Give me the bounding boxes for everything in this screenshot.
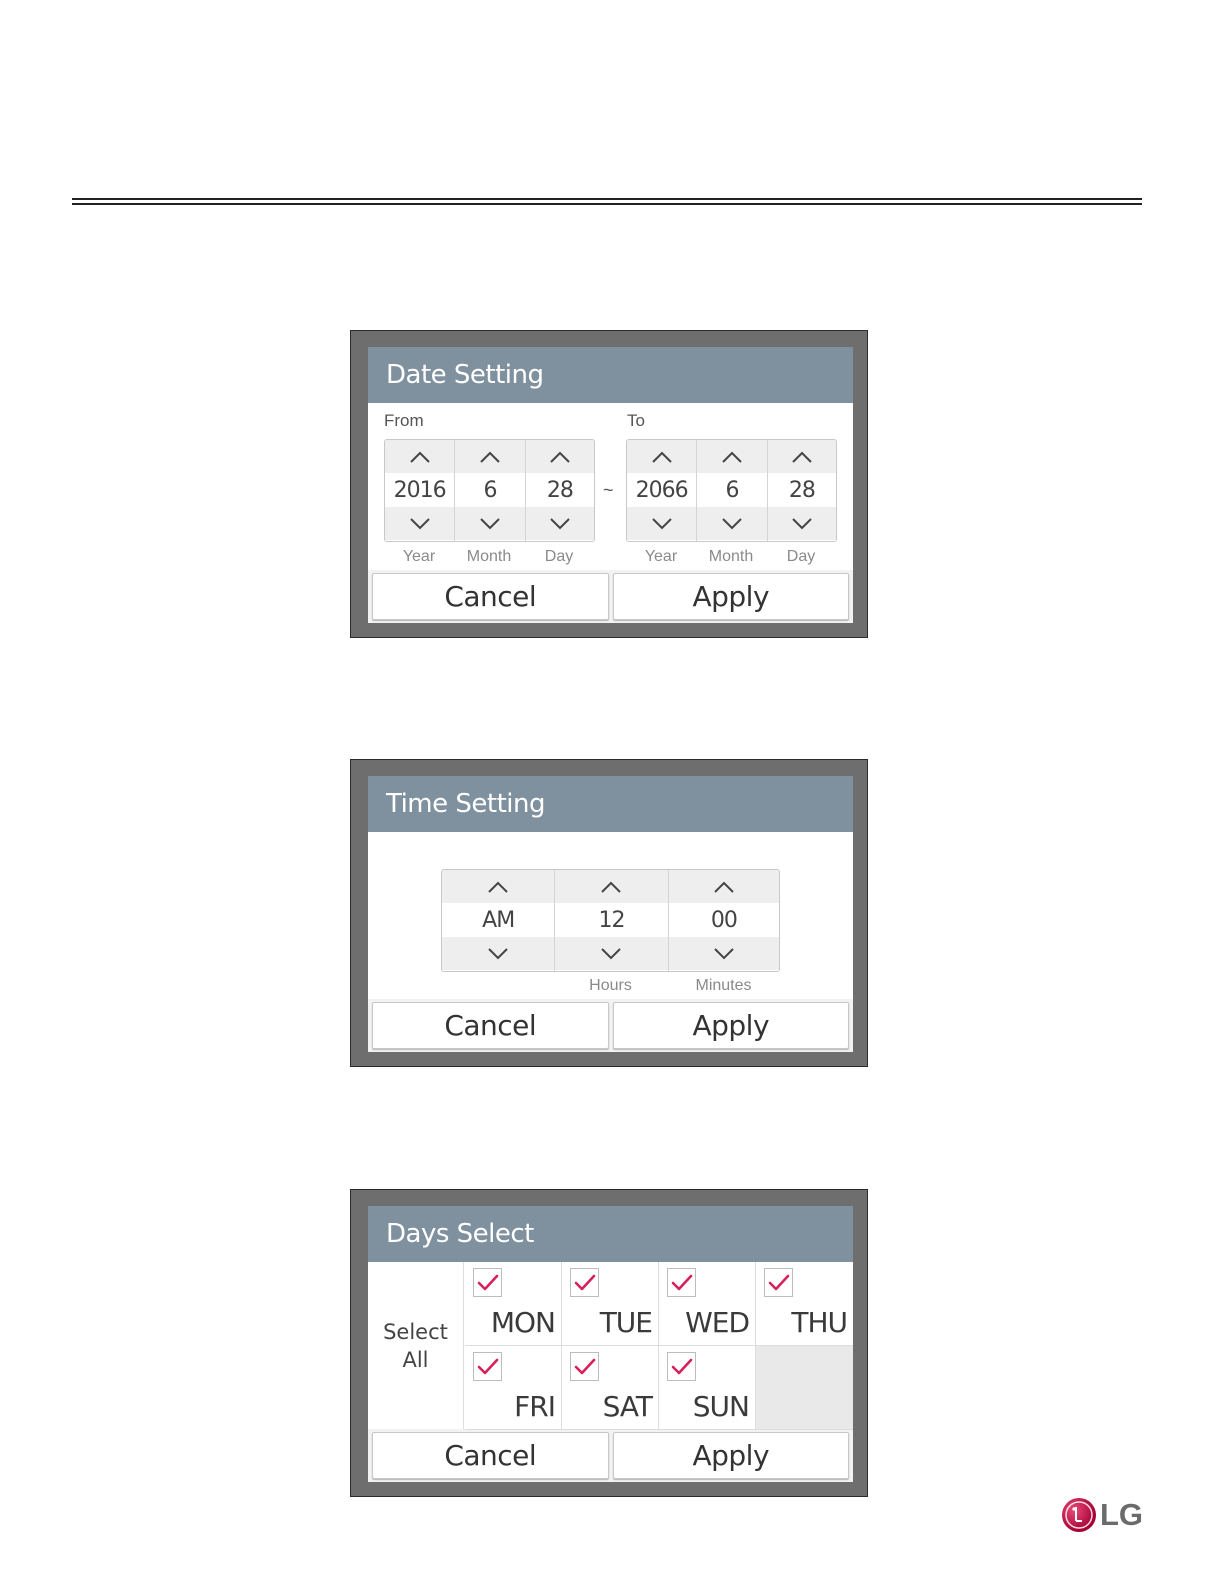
to-year-value: 2066 (635, 477, 688, 503)
lg-logo-text: LG (1100, 1497, 1144, 1532)
days-select-screenshot (350, 1189, 868, 1497)
from-year-column (385, 440, 455, 541)
time-setting-body (368, 832, 853, 999)
day-label: FRI (514, 1390, 555, 1423)
hours-value: 12 (598, 907, 625, 933)
cancel-button[interactable]: Cancel (372, 1432, 609, 1479)
chevron-up-icon[interactable] (768, 440, 836, 473)
time-setting-dialog (368, 776, 853, 1052)
days-select-dialog (368, 1206, 853, 1482)
minutes-column (669, 870, 779, 971)
from-month-unit: Month (466, 548, 512, 565)
chevron-down-icon[interactable] (555, 937, 667, 970)
date-setting-dialog (368, 347, 853, 623)
chevron-up-icon[interactable] (697, 440, 766, 473)
ampm-column (442, 870, 555, 971)
chevron-up-icon[interactable] (385, 440, 454, 473)
date-setting-body (368, 403, 853, 570)
checkbox-checked-icon[interactable] (570, 1268, 599, 1297)
checkbox-checked-icon[interactable] (667, 1352, 696, 1381)
to-month-unit: Month (708, 548, 754, 565)
to-date-picker (626, 439, 837, 542)
to-day-value: 28 (788, 477, 815, 503)
from-year-unit: Year (402, 548, 436, 565)
from-date-picker (384, 439, 595, 542)
from-year-value: 2016 (393, 477, 446, 503)
hours-column (555, 870, 668, 971)
from-label: From (384, 411, 424, 430)
chevron-down-icon[interactable] (768, 507, 836, 540)
apply-button[interactable]: Apply (613, 573, 850, 620)
checkbox-checked-icon[interactable] (570, 1352, 599, 1381)
apply-button[interactable]: Apply (613, 1432, 850, 1479)
day-cell-sat[interactable] (562, 1346, 659, 1430)
chevron-down-icon[interactable] (385, 507, 454, 540)
day-label: THU (791, 1306, 847, 1339)
lg-logo-icon (1062, 1498, 1096, 1532)
checkbox-checked-icon[interactable] (473, 1352, 502, 1381)
chevron-up-icon[interactable] (442, 870, 554, 903)
chevron-up-icon[interactable] (455, 440, 524, 473)
days-select-body (368, 1262, 853, 1429)
chevron-down-icon[interactable] (455, 507, 524, 540)
day-label: MON (490, 1306, 555, 1339)
chevron-down-icon[interactable] (697, 507, 766, 540)
cancel-button[interactable]: Cancel (372, 1002, 609, 1049)
dialog-title: Date Setting (368, 347, 853, 403)
to-year-column (627, 440, 697, 541)
to-year-unit: Year (644, 548, 678, 565)
select-all-button[interactable] (368, 1262, 464, 1429)
from-month-value: 6 (483, 477, 497, 503)
to-day-unit: Day (786, 548, 816, 565)
to-month-column (697, 440, 767, 541)
day-cell-mon[interactable] (465, 1262, 562, 1346)
time-setting-footer (372, 1002, 849, 1049)
from-day-column (526, 440, 594, 541)
day-cell-sun[interactable] (659, 1346, 756, 1430)
day-cell-wed[interactable] (659, 1262, 756, 1346)
to-day-column (768, 440, 836, 541)
checkbox-checked-icon[interactable] (667, 1268, 696, 1297)
chevron-up-icon[interactable] (627, 440, 696, 473)
range-separator: ~ (603, 480, 614, 500)
day-cell-thu[interactable] (756, 1262, 853, 1346)
select-all-label-line2: All (402, 1347, 429, 1372)
day-label: SUN (692, 1390, 749, 1423)
time-setting-screenshot (350, 759, 868, 1067)
day-label: WED (685, 1306, 749, 1339)
hours-unit: Hours (589, 977, 632, 994)
minutes-unit: Minutes (695, 977, 752, 994)
chevron-up-icon[interactable] (526, 440, 594, 473)
day-label: SAT (602, 1390, 652, 1423)
day-cell-fri[interactable] (465, 1346, 562, 1430)
empty-day-cell (756, 1346, 853, 1430)
day-label: TUE (599, 1306, 652, 1339)
chevron-down-icon[interactable] (627, 507, 696, 540)
time-picker (441, 869, 780, 972)
header-rule-bottom (72, 203, 1142, 205)
header-rule-top (72, 198, 1142, 200)
date-setting-footer (372, 573, 849, 620)
ampm-value: AM (482, 907, 515, 933)
minutes-value: 00 (710, 907, 737, 933)
from-day-unit: Day (544, 548, 574, 565)
from-month-column (455, 440, 525, 541)
chevron-down-icon[interactable] (442, 937, 554, 970)
dialog-title: Days Select (368, 1206, 853, 1262)
date-setting-screenshot (350, 330, 868, 638)
lg-logo (1062, 1497, 1143, 1533)
from-day-value: 28 (546, 477, 573, 503)
chevron-up-icon[interactable] (555, 870, 667, 903)
chevron-down-icon[interactable] (669, 937, 779, 970)
cancel-button[interactable]: Cancel (372, 573, 609, 620)
dialog-title: Time Setting (368, 776, 853, 832)
to-label: To (627, 411, 645, 430)
checkbox-checked-icon[interactable] (473, 1268, 502, 1297)
chevron-down-icon[interactable] (526, 507, 594, 540)
days-select-footer (372, 1432, 849, 1479)
day-cell-tue[interactable] (562, 1262, 659, 1346)
apply-button[interactable]: Apply (613, 1002, 850, 1049)
chevron-up-icon[interactable] (669, 870, 779, 903)
select-all-label-line1: Select (383, 1319, 448, 1344)
to-month-value: 6 (725, 477, 739, 503)
checkbox-checked-icon[interactable] (764, 1268, 793, 1297)
